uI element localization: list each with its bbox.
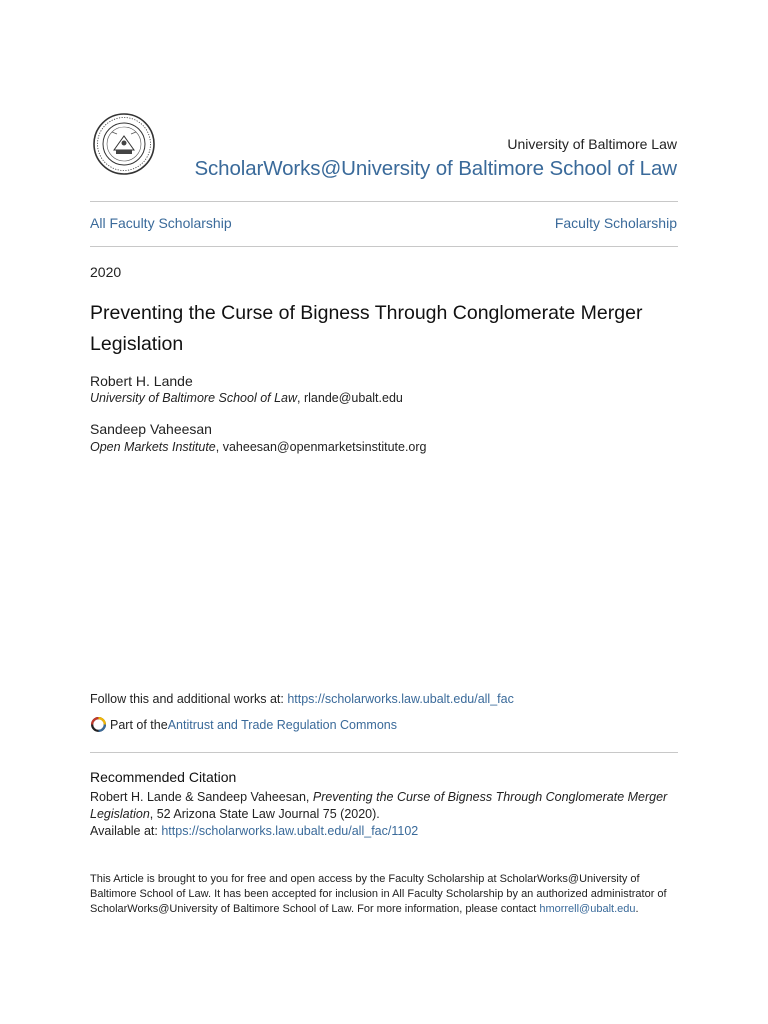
part-of-line (90, 716, 397, 733)
publication-year: 2020 (90, 264, 122, 280)
author-affiliation: Open Markets Institute, vaheesan@openmarketsinstitute.org (90, 440, 427, 454)
affiliation-name: University of Baltimore School of Law (90, 391, 298, 405)
divider (90, 752, 678, 753)
repository-link[interactable]: ScholarWorks@University of Baltimore School of Law (194, 157, 677, 180)
university-seal-icon (92, 112, 156, 176)
citation-heading: Recommended Citation (90, 769, 237, 785)
notice-text: This Article is brought to you for free and open access by the Faculty Scholarship at ScholarWorks@University of Baltimore School of Law. It has been accepted for inclusion in All Faculty Scholarship by an authorized administrator of ScholarWorks@University of Baltimore School of Law. For more information, please contact (90, 873, 667, 915)
author-email: rlande@ubalt.edu (303, 391, 403, 405)
divider (90, 246, 678, 247)
author-affiliation: University of Baltimore School of Law, rlande@ubalt.edu (90, 391, 403, 405)
citation-url-link[interactable]: https://scholarworks.law.ubalt.edu/all_fac/1102 (161, 824, 419, 838)
available-label: Available at: (90, 824, 162, 838)
follow-url-link[interactable]: https://scholarworks.law.ubalt.edu/all_fac (287, 692, 514, 706)
author-name: Robert H. Lande (90, 373, 193, 389)
divider (90, 201, 678, 202)
citation-text (90, 789, 680, 840)
all-faculty-scholarship-link[interactable]: All Faculty Scholarship (90, 215, 232, 231)
commons-network-icon (90, 716, 107, 733)
follow-line (90, 692, 514, 706)
institution-name: University of Baltimore Law (507, 136, 677, 152)
commons-link[interactable]: Antitrust and Trade Regulation Commons (167, 717, 397, 732)
citation-source: , 52 Arizona State Law Journal 75 (2020). (149, 807, 380, 821)
author-email: vaheesan@openmarketsinstitute.org (222, 440, 427, 454)
notice-end: . (635, 903, 639, 915)
citation-authors: Robert H. Lande & Sandeep Vaheesan, (90, 790, 313, 804)
article-title: Preventing the Curse of Bigness Through Conglomerate Merger Legislation (90, 302, 643, 355)
follow-text: Follow this and additional works at: (90, 692, 288, 706)
citation-title: Preventing the Curse of Bigness Through Conglomerate Merger Legislation (90, 790, 668, 821)
author-name: Sandeep Vaheesan (90, 421, 212, 437)
contact-email-link[interactable]: hmorrell@ubalt.edu (539, 903, 636, 915)
affiliation-name: Open Markets Institute (90, 440, 216, 454)
part-of-text: Part of the (110, 717, 168, 732)
access-notice (90, 872, 680, 917)
faculty-scholarship-link[interactable]: Faculty Scholarship (554, 215, 677, 231)
